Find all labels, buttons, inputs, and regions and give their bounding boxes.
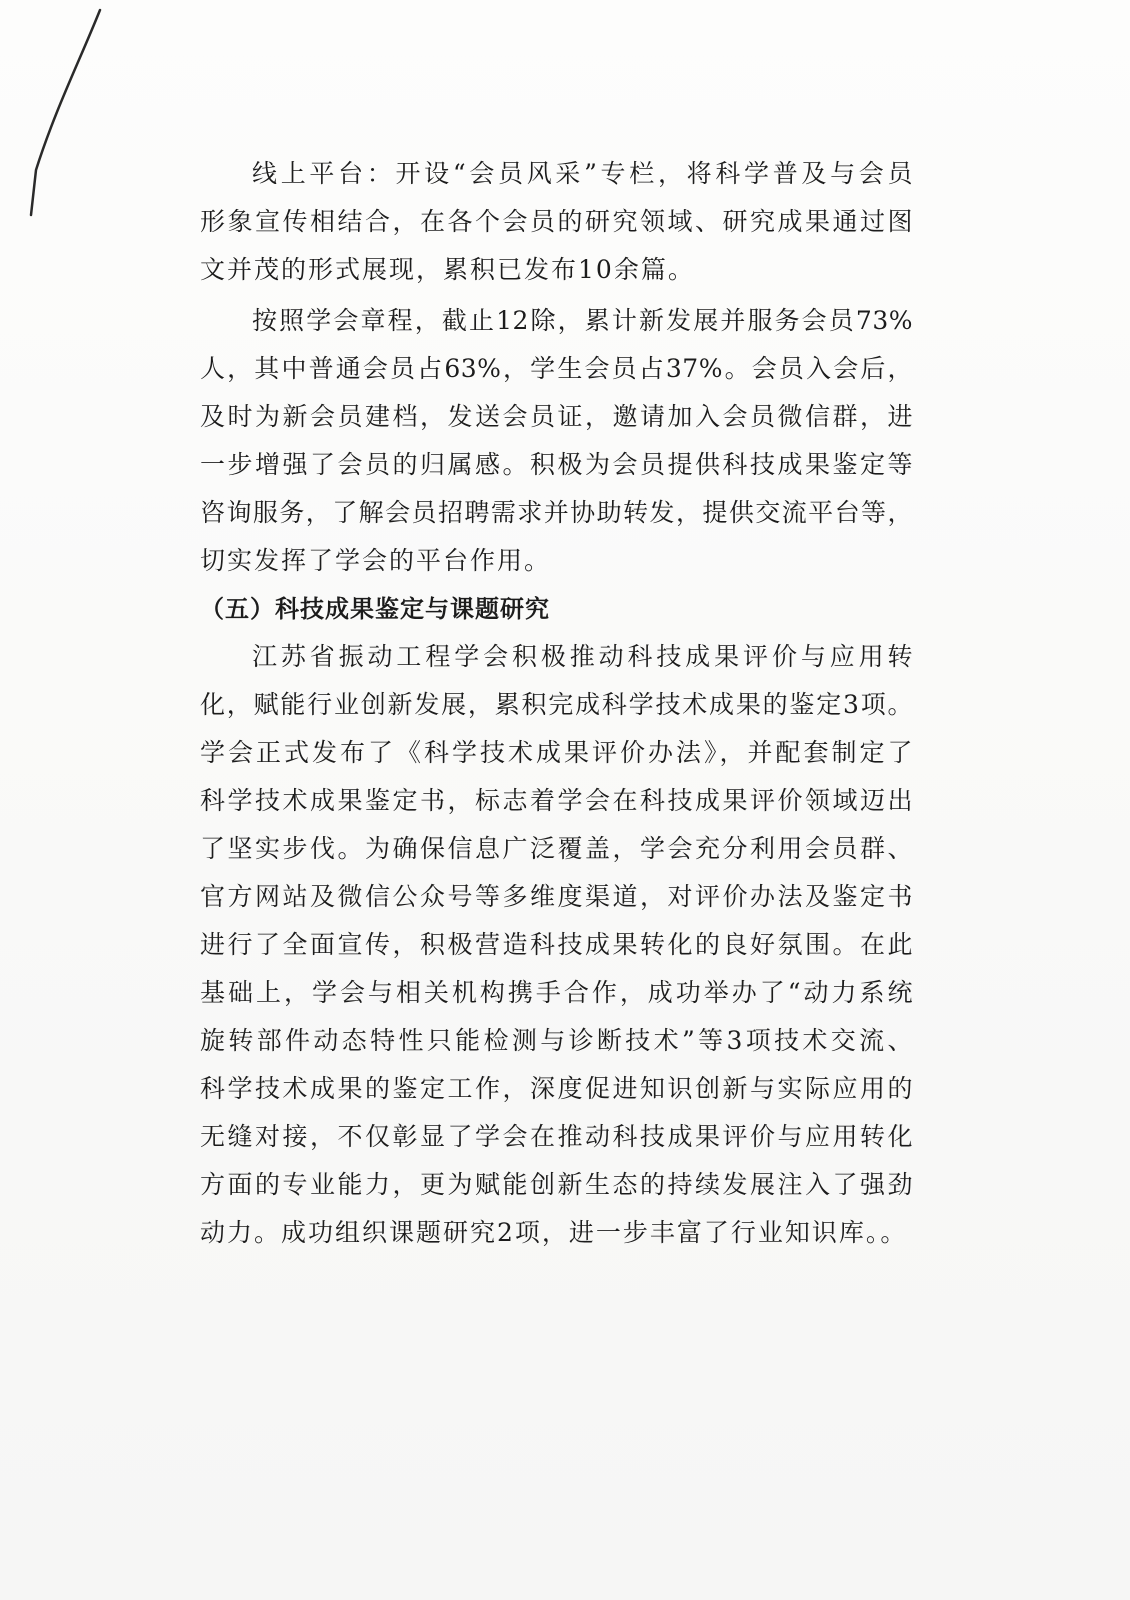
text-line: 旋转部件动态特性只能检测与诊断技术”等3项技术交流、 [200,1026,913,1055]
document-body [200,150,913,1257]
text-line: 方面的专业能力，更为赋能创新生态的持续发展注入了强劲 [200,1170,913,1199]
text-line: 官方网站及微信公众号等多维度渠道，对评价办法及鉴定书 [200,882,913,911]
text-line: 科学技术成果鉴定书，标志着学会在科技成果评价领域迈出 [200,786,913,815]
text-line: 江苏省振动工程学会积极推动科技成果评价与应用转 [252,642,913,671]
text-line: 切实发挥了学会的平台作用。 [200,546,552,575]
scan-edge-stroke [31,10,100,215]
text-line: 动力。成功组织课题研究2项，进一步丰富了行业知识库。。 [200,1218,908,1247]
paragraph-online-platform [200,150,913,294]
text-line: 化，赋能行业创新发展，累积完成科学技术成果的鉴定3项。 [200,690,913,719]
text-line: 线上平台：开设“会员风采”专栏，将科学普及与会员 [252,159,913,188]
section-heading: （五）科技成果鉴定与课题研究 [200,595,550,623]
text-line: 科学技术成果的鉴定工作，深度促进知识创新与实际应用的 [200,1074,913,1103]
text-line: 进行了全面宣传，积极营造科技成果转化的良好氛围。在此 [200,930,913,959]
text-line: 及时为新会员建档，发送会员证，邀请加入会员微信群，进 [200,402,913,431]
text-line: 无缝对接，不仅彰显了学会在推动科技成果评价与应用转化 [200,1122,913,1151]
text-line: 学会正式发布了《科学技术成果评价办法》，并配套制定了 [200,738,913,767]
text-line: 一步增强了会员的归属感。积极为会员提供科技成果鉴定等 [200,450,913,479]
text-line: 人，其中普通会员占63%，学生会员占37%。会员入会后， [200,354,913,383]
text-line: 基础上，学会与相关机构携手合作，成功举办了“动力系统 [200,978,913,1007]
text-line: 了坚实步伐。为确保信息广泛覆盖，学会充分利用会员群、 [200,834,913,863]
text-line: 文并茂的形式展现，累积已发布10余篇。 [200,255,695,284]
text-line: 按照学会章程，截止12除，累计新发展并服务会员73% [252,306,913,335]
paragraph-membership [200,297,913,585]
paragraph-achievement-appraisal [200,633,913,1257]
text-line: 咨询服务，了解会员招聘需求并协助转发，提供交流平台等， [200,498,913,527]
text-line: 形象宣传相结合，在各个会员的研究领域、研究成果通过图 [200,207,913,236]
